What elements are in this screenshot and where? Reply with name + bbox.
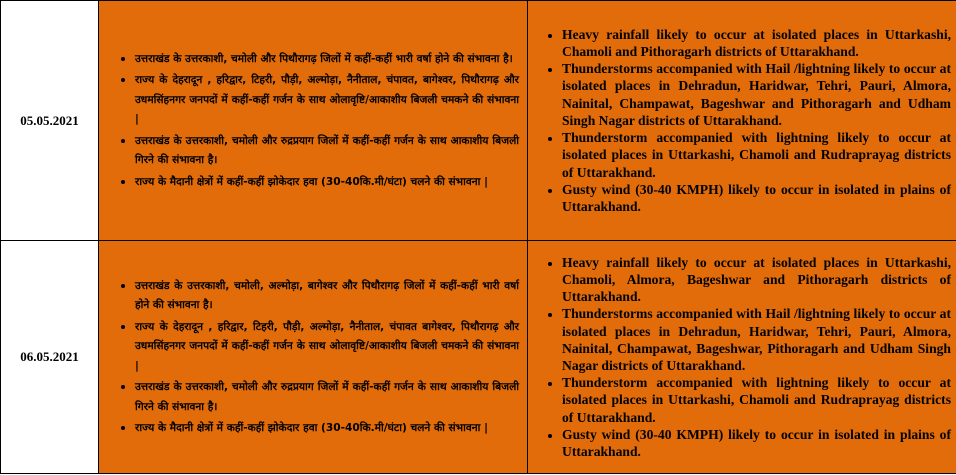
list-item: • राज्य के देहरादून , हरिद्वार, टिहरी, पौड़ी, अल्मोड़ा, नैनीताल, चंपावत, बागेश्वर, पिथौरागढ़ और उधमसिंहनगर जनपदों में कहीं-कहीं गर्जन के साथ ओलावृष्टि/आकाशीय बिजली चमकने की संभावना | bbox=[135, 70, 519, 130]
hindi-forecast-cell bbox=[99, 241, 528, 474]
english-forecast-cell bbox=[528, 1, 956, 241]
hindi-forecast-cell bbox=[99, 1, 528, 241]
list-item: • उत्तराखंड के उत्तरकाशी, चमोली और रुद्रप्रयाग जिलों में कहीं-कहीं गर्जन के साथ आकाशीय बिजली गिरने की संभावना है। bbox=[135, 131, 519, 171]
list-item: • Heavy rainfall likely to occur at isolated places in Uttarkashi, Chamoli and Pithoragarh districts of Uttarakhand. bbox=[562, 26, 951, 60]
list-item: • उत्तराखंड के उत्तरकाशी, चमोली और रुद्रप्रयाग जिलों में कहीं-कहीं गर्जन के साथ आकाशीय बिजली गिरने की संभावना है। bbox=[135, 377, 519, 417]
list-item: • Thunderstorms accompanied with Hail /lightning likely to occur at isolated places in Dehradun, Haridwar, Tehri, Pauri, Almora, Nainital, Champawat, Bageshwar and Pithoragarh and Udham Singh Nagar districts of Uttarakhand. bbox=[562, 60, 951, 129]
list-item: • Thunderstorms accompanied with Hail /lightning likely to occur at isolated places in Dehradun, Haridwar, Tehri, Pauri, Almora, Nainital, Champawat, Bageshwar, Pithoragarh and Udham Singh Nagar districts of Uttarakhand. bbox=[562, 305, 951, 374]
date-cell: 06.05.2021 bbox=[1, 241, 99, 474]
list-item: • उत्तराखंड के उत्तरकाशी, चमोली, अल्मोड़ा, बागेश्वर और पिथौरागढ़ जिलों में कहीं-कहीं भारी वर्षा होने की संभावना है। bbox=[135, 276, 519, 316]
list-item: • Heavy rainfall likely to occur at isolated places in Uttarkashi, Chamoli, Almora, Bageshwar and Pithoragarh districts of Uttarakhand. bbox=[562, 254, 951, 306]
list-item: • Thunderstorm accompanied with lightning likely to occur at isolated places in Uttarkashi, Chamoli and Rudraprayag districts of Uttarakhand. bbox=[562, 374, 951, 426]
list-item: • Gusty wind (30-40 KMPH) likely to occur in isolated in plains of Uttarakhand. bbox=[562, 426, 951, 460]
list-item: • उत्तराखंड के उत्तरकाशी, चमोली और पिथौरागढ़ जिलों में कहीं-कहीं भारी वर्षा होने की संभावना है। bbox=[135, 49, 519, 70]
date-cell: 05.05.2021 bbox=[1, 1, 99, 241]
list-item: • Thunderstorm accompanied with lightning likely to occur at isolated places in Uttarkashi, Chamoli and Rudraprayag districts of Uttarakhand. bbox=[562, 129, 951, 181]
english-forecast-cell bbox=[528, 241, 956, 474]
hindi-forecast-list bbox=[99, 276, 527, 439]
list-item: • Gusty wind (30-40 KMPH) likely to occur in isolated in plains of Uttarakhand. bbox=[562, 181, 951, 215]
list-item: • राज्य के देहरादून , हरिद्वार, टिहरी, पौड़ी, अल्मोड़ा, नैनीताल, चंपावत बागेश्वर, पिथौरागढ़ और उधमसिंहनगर जनपदों में कहीं-कहीं गर्जन के साथ ओलावृष्टि/आकाशीय बिजली चमकने की संभावना | bbox=[135, 317, 519, 377]
table-row bbox=[1, 1, 956, 241]
list-item: • राज्य के मैदानी क्षेत्रों में कहीं-कहीं झोकेदार हवा (30-40कि.मी/घंटा) चलने की संभावना | bbox=[135, 418, 519, 439]
list-item: • राज्य के मैदानी क्षेत्रों में कहीं-कहीं झोकेदार हवा (30-40कि.मी/घंटा) चलने की संभावना | bbox=[135, 172, 519, 193]
english-forecast-list bbox=[528, 254, 956, 460]
hindi-forecast-list bbox=[99, 49, 527, 193]
english-forecast-list bbox=[528, 26, 956, 215]
table-row bbox=[1, 241, 956, 474]
